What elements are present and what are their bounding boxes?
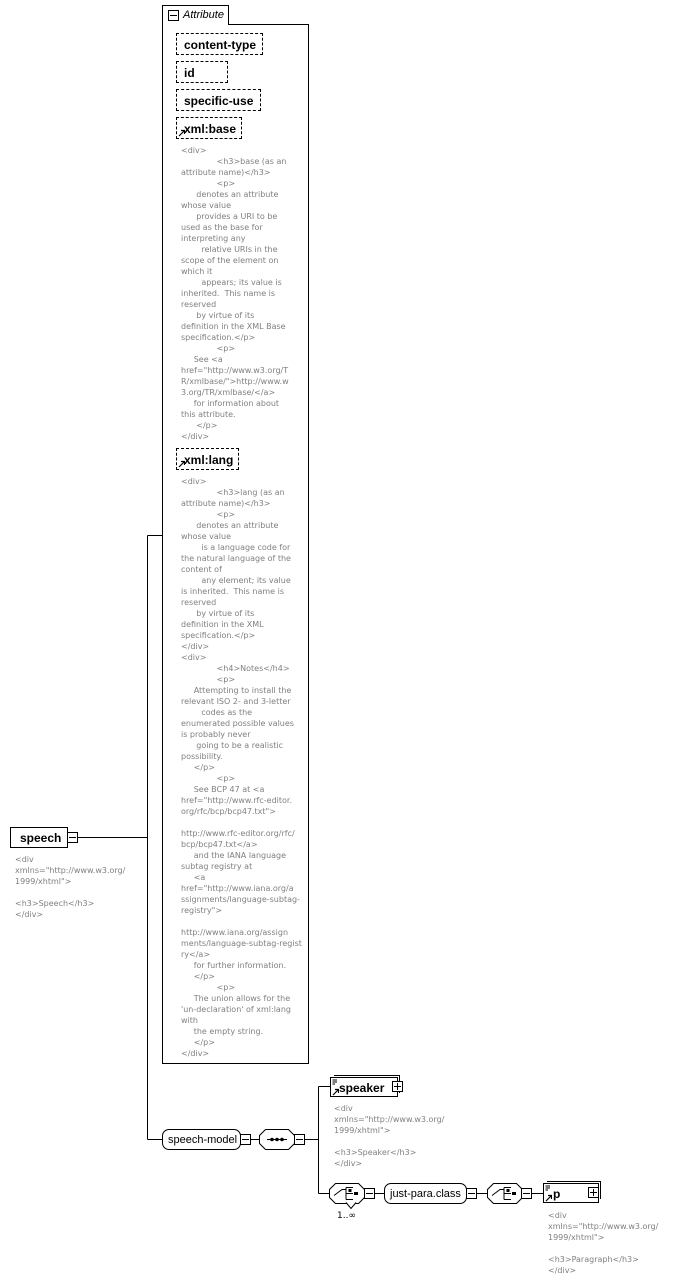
speaker-element[interactable] [330,1077,398,1097]
occurrence-marker-icon [345,1202,357,1210]
reference-arrow-icon [178,129,185,137]
attribute-group-header [162,5,229,25]
attribute-name: id [184,66,195,80]
speech-documentation: <div xmlns="http://www.w3.org/ 1999/xhtml"> <h3>Speech</h3> </div> [15,855,126,919]
speech-model-group[interactable] [162,1129,241,1150]
collapse-icon[interactable] [240,1134,251,1145]
collapse-icon[interactable] [294,1134,305,1145]
group-name: speech-model [168,1134,238,1146]
just-para-class-group[interactable] [384,1183,467,1204]
collapse-icon[interactable] [67,832,78,843]
element-name: p [553,1187,561,1201]
content-model-icon [545,1185,552,1193]
collapse-icon[interactable] [521,1188,532,1199]
content-model-icon [332,1079,339,1087]
group-name: just-para.class [390,1188,461,1200]
attribute-name: specific-use [184,94,254,108]
collapse-icon[interactable] [364,1188,375,1199]
attribute-name: content-type [184,38,256,52]
attribute-xml-lang[interactable] [176,448,239,470]
attribute-group-title: Attribute [183,9,224,21]
collapse-icon[interactable] [466,1188,477,1199]
attribute-name: xml:base [184,122,237,136]
attribute-xml-base[interactable] [176,117,242,139]
xml-lang-documentation: <div> <h3>lang (as an attribute name)</h3> <p> denotes an attribute whose value is a language code for the natural language of the content of any element; its value is inherited. This name is reserved by virtue of its definition in the XML specification.</p> </div> <div> <h4>Notes</h4> <p> Attempting to install the relevant ISO 2- and 3-letter codes as the enumerated possible values is probably never going to be a realistic possibility. </p> <p> See BCP 47 at <a href="http://www.rfc-editor. org/rfc/bcp/bcp47.txt"> http://www.rfc-editor.org/rfc/ bcp/bcp47.txt</a> and the IANA language subtag registry at <a href="http://www.iana.org/a ssignments/language-subtag- registry"> http://www.iana.org/assign ments/language-subtag-regist ry</a> for further information. </p> <p> The union allows for the 'un-declaration' of xml:lang with the empty string. </p> </div> [181,477,302,1058]
attribute-id[interactable] [176,61,228,83]
reference-arrow-icon [545,1194,552,1202]
element-name: speech [20,831,62,845]
xml-base-documentation: <div> <h3>base (as an attribute name)</h3> <p> denotes an attribute whose value provides a URI to be used as the base for interpreting any relative URIs in the scope of the element on which it appears; its value is inherited. This name is reserved by virtue of its definition in the XML Base specification.</p> <p> See <a href="http://www.w3.org/T R/xmlbase/">http://www.w 3.org/TR/xmlbase/</a> for information about this attribute. </p> </div> [181,146,289,441]
p-documentation: <div xmlns="http://www.w3.org/ 1999/xhtml"> <h3>Paragraph</h3> </div> [548,1211,659,1275]
choice-compositor-icon[interactable] [329,1183,365,1204]
attribute-specific-use[interactable] [176,89,261,111]
expand-icon[interactable] [588,1187,599,1198]
reference-arrow-icon [178,460,185,468]
reference-arrow-icon [332,1088,339,1096]
sequence-compositor-icon[interactable] [259,1129,295,1150]
element-name: speaker [339,1081,385,1095]
choice-compositor-icon[interactable] [487,1183,523,1204]
speaker-documentation: <div xmlns="http://www.w3.org/ 1999/xhtml"> <h3>Speaker</h3> </div> [334,1104,445,1168]
speech-element[interactable] [10,827,68,848]
attribute-name: xml:lang [184,453,234,467]
attribute-content-type[interactable] [176,33,263,55]
cardinality-label: 1..∞ [337,1211,356,1221]
expand-icon[interactable] [392,1081,403,1092]
collapse-icon[interactable] [168,10,179,21]
